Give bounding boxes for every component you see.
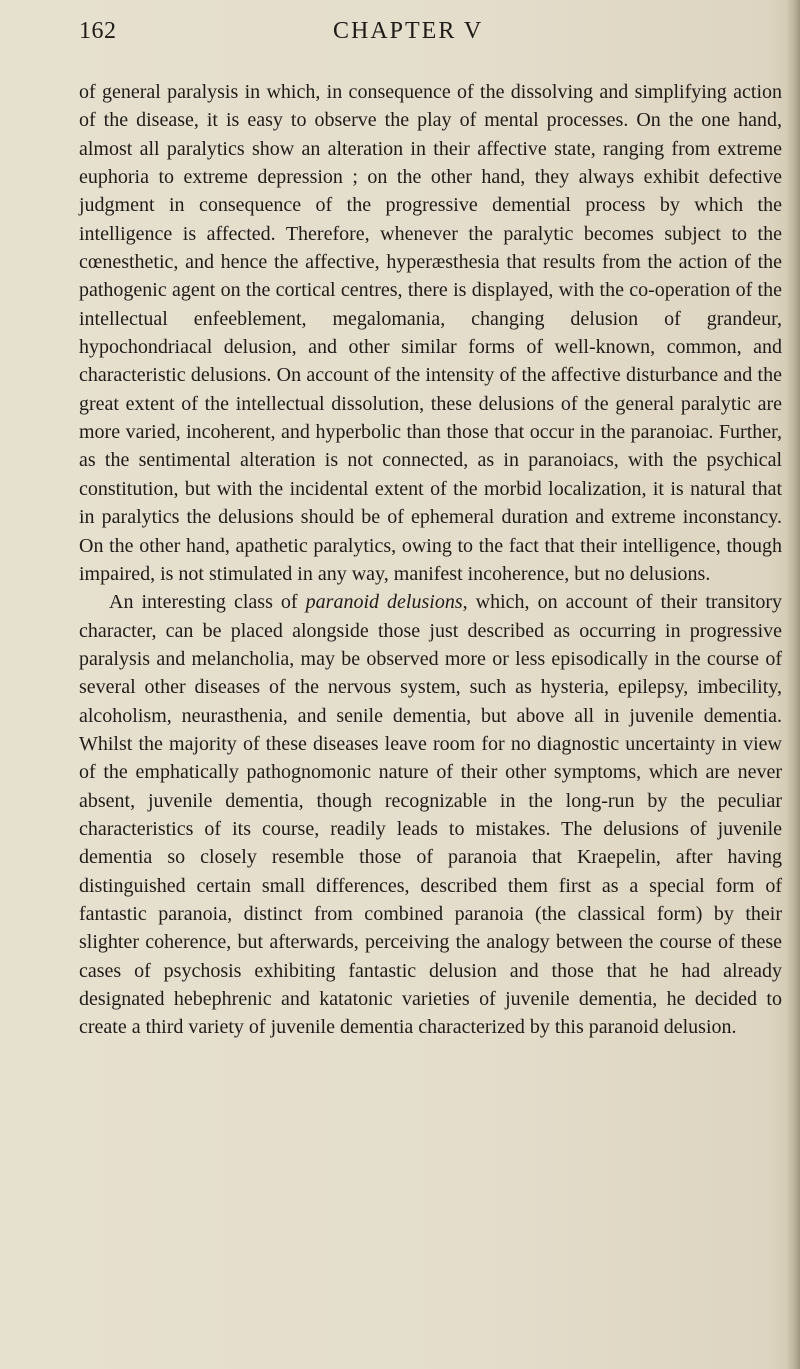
chapter-title: CHAPTER V — [333, 18, 484, 44]
body-text — [79, 78, 782, 1042]
paragraph-paranoid-delusions — [79, 588, 782, 1042]
running-header — [79, 14, 779, 54]
page-number: 162 — [79, 18, 117, 44]
paragraph-rest: , which, on account of their transitory character, can be placed alongside those just described as occurring in progressive paralysis and melancholia, may be observed more or less episodically in the course of several other diseases of the nervous system, such as hysteria, epilepsy, imbecility, alcoholism, neurasthenia, and senile dementia, but above all in juvenile dementia. Whilst the majority of these diseases leave room for no diagnostic uncertainty in view of the emphatically pathognomonic nature of their other symptoms, which are never absent, juvenile dementia, though recognizable in the long-run by the peculiar characteristics of its course, readily leads to mistakes. The delusions of juvenile dementia so closely resemble those of paranoia that Kraepelin, after having distinguished certain small differences, described them first as a special form of fantastic paranoia, distinct from combined paranoia (the classical form) by their slighter coherence, but afterwards, perceiving the analogy between the course of these cases of psychosis exhibiting fantastic delusion and those that he had already designated hebephrenic and katatonic varieties of juvenile dementia, he decided to create a third variety of juvenile dementia characterized by this paranoid delusion. — [79, 591, 783, 1039]
paragraph-lead: An interesting class of — [109, 591, 306, 614]
italic-term: paranoid delusions — [305, 591, 463, 614]
paragraph-continued: of general paralysis in which, in consequence of the dissolving and simplifying action of the disease, it is easy to observe the play of mental processes. On the one hand, almost all paralytics show an alteration in their affective state, ranging from extreme euphoria to extreme depression ; on the other hand, they always exhibit defective judgment in consequence of the progressive demential process by which the intelligence is affected. Therefore, whenever the paralytic becomes subject to the cœnesthetic, and hence the affective, hyperæsthesia that results from the action of the pathogenic agent on the cortical centres, there is displayed, with the co-operation of the intellectual enfeeblement, megalomania, changing delusion of grandeur, hypochondriacal delusion, and other similar forms of well-known, common, and characteristic delusions. On account of the intensity of the affective disturbance and the great extent of the intellectual dissolution, these delusions of the general paralytic are more varied, incoherent, and hyperbolic than those that occur in the paranoiac. Further, as the sentimental alteration is not connected, as in paranoiacs, with the psychical constitution, but with the incidental extent of the morbid localization, it is natural that in paralytics the delusions should be of ephemeral duration and extreme inconstancy. On the other hand, apathetic paralytics, owing to the fact that their intelligence, though impaired, is not stimulated in any way, manifest incoherence, but no delusions. — [79, 81, 782, 585]
page-edge-shadow — [786, 0, 800, 1369]
